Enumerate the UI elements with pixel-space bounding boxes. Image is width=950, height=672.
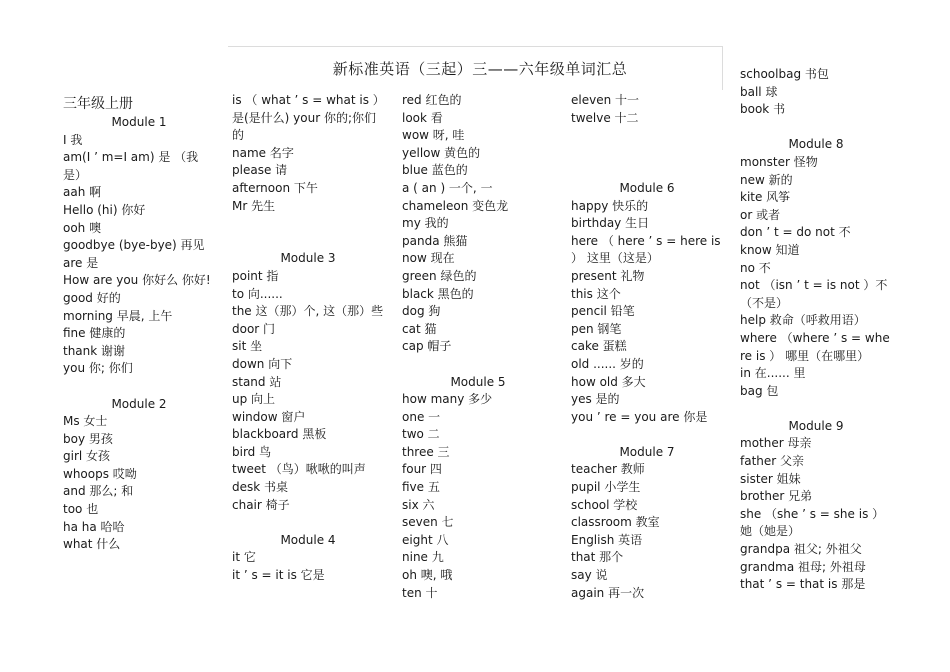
vocab-entry: point 指: [232, 268, 279, 283]
vocab-entry: bag 包: [740, 383, 779, 398]
vocab-entry: pupil 小学生: [571, 480, 641, 495]
vocab-entry: yes 是的: [571, 392, 620, 407]
vocab-entry: kite 风筝: [740, 190, 791, 205]
module-heading: Module 5: [450, 374, 506, 389]
vocab-entry: classroom 教室: [571, 515, 660, 530]
vocab-entry: ball 球: [740, 84, 778, 99]
vocab-entry: cake 蛋糕: [571, 339, 627, 354]
vocab-entry: black 黑色的: [402, 286, 474, 301]
vocab-entry: sit 坐: [232, 339, 263, 354]
vocab-entry: where （where ’ s = where is ） 哪里（在哪里）: [740, 330, 890, 363]
vocab-entry: what 什么: [63, 537, 121, 552]
vocab-entry: eleven 十一: [571, 93, 640, 107]
vocab-entry: Ms 女士: [63, 414, 108, 429]
spacer: [740, 119, 892, 137]
vocab-entry: look 看: [402, 110, 443, 125]
vocab-entry: whoops 哎呦: [63, 466, 137, 481]
spacer: [571, 127, 723, 145]
module-heading: Module 7: [619, 444, 675, 459]
vocab-entry: how old 多大: [571, 374, 646, 389]
vocab-entry: good 好的: [63, 290, 121, 305]
vocab-entry: yellow 黄色的: [402, 145, 481, 160]
vocab-entry: chair 椅子: [232, 497, 290, 512]
vocab-entry: here （ here ’ s = here is ） 这里（这是）: [571, 233, 721, 266]
module-heading: Module 4: [280, 532, 336, 547]
vocab-entry: it 它: [232, 550, 256, 565]
vocab-entry: four 四: [402, 462, 442, 477]
module-heading: Module 9: [788, 418, 844, 433]
vocab-entry: are 是: [63, 255, 99, 270]
vocab-entry: morning 早晨, 上午: [63, 308, 173, 323]
vocab-entry: bird 鸟: [232, 444, 272, 459]
vocab-entry: fine 健康的: [63, 326, 126, 341]
vocab-entry: oh 噢, 哦: [402, 568, 453, 583]
spacer: [571, 426, 723, 444]
vocab-entry: grandma 祖母; 外祖母: [740, 559, 866, 574]
vocab-entry: twelve 十二: [571, 110, 639, 125]
spacer: [740, 400, 892, 418]
vocab-entry: my 我的: [402, 216, 449, 231]
vocab-entry: you ’ re = you are 你是: [571, 409, 708, 424]
vocab-entry: blackboard 黑板: [232, 427, 327, 442]
vocab-entry: cat 猫: [402, 321, 437, 336]
vocab-entry: she （she ’ s = she is ）她（她是）: [740, 506, 885, 539]
vocab-entry: how many 多少: [402, 392, 493, 407]
vocab-entry: it ’ s = it is 它是: [232, 568, 325, 583]
vocab-entry: the 这（那）个, 这（那）些: [232, 304, 384, 319]
vocab-entry: mother 母亲: [740, 436, 812, 451]
vocab-entry: desk 书桌: [232, 480, 289, 495]
vocab-entry: boy 男孩: [63, 431, 113, 446]
vocab-entry: nine 九: [402, 550, 444, 565]
vocab-entry: Hello (hi) 你好: [63, 202, 146, 217]
vocab-entry: that 那个: [571, 550, 624, 565]
vocab-entry: you 你; 你们: [63, 361, 133, 376]
vocab-entry: down 向下: [232, 356, 293, 371]
module-heading: Module 2: [111, 396, 167, 411]
vocab-entry: now 现在: [402, 251, 455, 266]
vocab-entry: red 红色的: [402, 93, 462, 107]
spacer: [571, 145, 723, 163]
vocab-entry: English 英语: [571, 532, 643, 547]
vocab-entry: up 向上: [232, 392, 276, 407]
vocab-entry: old ...... 岁的: [571, 356, 644, 371]
vocab-entry: three 三: [402, 444, 450, 459]
vocab-entry: cap 帽子: [402, 339, 452, 354]
vocab-entry: or 或者: [740, 207, 781, 222]
vocab-entry: Mr 先生: [232, 198, 276, 213]
vocab-entry: birthday 生日: [571, 216, 650, 231]
spacer: [232, 215, 384, 233]
spacer: [402, 356, 554, 374]
vocab-entry: grandpa 祖父; 外祖父: [740, 542, 862, 557]
vocab-entry: ha ha 哈哈: [63, 519, 125, 534]
vocab-entry: book 书: [740, 102, 786, 117]
vocab-entry: blue 蓝色的: [402, 163, 468, 178]
vocab-entry: name 名字: [232, 145, 294, 160]
vocab-entry: panda 熊猫: [402, 233, 468, 248]
vocab-entry: father 父亲: [740, 454, 805, 469]
vocab-entry: seven 七: [402, 515, 454, 530]
vocab-entry: present 礼物: [571, 268, 645, 283]
spacer: [63, 378, 215, 396]
header-rule: [228, 46, 722, 47]
vocab-entry: wow 呀, 哇: [402, 128, 465, 143]
spacer: [232, 233, 384, 251]
vocab-column-2: [232, 92, 384, 585]
vocab-entry: ooh 噢: [63, 220, 102, 235]
vocab-entry: happy 快乐的: [571, 198, 649, 213]
page-title: 新标准英语（三起）三——六年级单词汇总: [332, 60, 628, 78]
vocab-entry: pencil 铅笔: [571, 304, 635, 319]
vocab-entry: sister 姐妹: [740, 471, 801, 486]
vocab-column-4: [571, 92, 723, 602]
spacer: [571, 162, 723, 180]
module-heading: Module 8: [788, 137, 844, 152]
vocab-entry: is （ what ’ s = what is ）是(是什么) your 你的;你们的: [232, 93, 379, 143]
vocab-entry: I 我: [63, 132, 83, 147]
vocab-entry: help 救命（呼救用语）: [740, 313, 866, 328]
header-rule-vertical: [722, 46, 723, 90]
vocab-entry: brother 兄弟: [740, 489, 813, 504]
vocab-entry: two 二: [402, 427, 440, 442]
vocab-entry: know 知道: [740, 242, 800, 257]
vocab-column-5: [740, 66, 892, 594]
vocab-entry: say 说: [571, 568, 608, 583]
vocab-entry: a ( an ) 一个, 一: [402, 180, 493, 195]
vocab-entry: window 窗户: [232, 409, 306, 424]
grade-heading: 三年级上册: [63, 96, 133, 112]
vocab-entry: chameleon 变色龙: [402, 198, 509, 213]
vocab-entry: school 学校: [571, 497, 638, 512]
vocab-entry: pen 钢笔: [571, 321, 622, 336]
module-heading: Module 6: [619, 180, 675, 195]
vocab-entry: eight 八: [402, 532, 449, 547]
vocab-entry: goodbye (bye-bye) 再见: [63, 238, 205, 253]
vocab-entry: to 向......: [232, 286, 283, 301]
vocab-entry: six 六: [402, 497, 435, 512]
vocab-entry: this 这个: [571, 286, 621, 301]
vocab-entry: aah 啊: [63, 185, 102, 200]
spacer: [232, 514, 384, 532]
vocab-entry: don ’ t = do not 不: [740, 225, 851, 240]
module-heading: Module 1: [111, 115, 167, 129]
vocab-entry: one 一: [402, 409, 441, 424]
vocab-entry: am(I ’ m=I am) 是 （我是）: [63, 150, 199, 182]
vocab-entry: afternoon 下午: [232, 180, 318, 195]
vocab-entry: in 在...... 里: [740, 366, 806, 381]
vocab-entry: five 五: [402, 480, 440, 495]
vocab-entry: tweet （鸟）啾啾的叫声: [232, 462, 366, 477]
vocab-entry: girl 女孩: [63, 449, 111, 464]
vocab-entry: new 新的: [740, 172, 793, 187]
vocab-entry: stand 站: [232, 374, 282, 389]
vocab-entry: again 再一次: [571, 585, 645, 600]
vocab-entry: that ’ s = that is 那是: [740, 577, 866, 592]
vocab-entry: thank 谢谢: [63, 343, 126, 358]
vocab-entry: schoolbag 书包: [740, 67, 829, 81]
vocab-column-3: [402, 92, 554, 602]
vocab-entry: monster 怪物: [740, 154, 818, 169]
vocab-entry: ten 十: [402, 585, 438, 600]
vocab-entry: no 不: [740, 260, 771, 275]
vocab-column-1: [63, 114, 215, 554]
vocab-entry: green 绿色的: [402, 268, 477, 283]
vocab-entry: please 请: [232, 163, 288, 178]
vocab-entry: dog 狗: [402, 304, 441, 319]
vocab-entry: not （isn ’ t = is not ）不（不是）: [740, 278, 888, 310]
vocab-entry: door 门: [232, 321, 276, 336]
vocab-entry: and 那么; 和: [63, 484, 134, 499]
vocab-entry: too 也: [63, 502, 99, 517]
vocab-entry: teacher 教师: [571, 462, 645, 477]
vocab-entry: How are you 你好么 你好!: [63, 273, 211, 288]
module-heading: Module 3: [280, 251, 336, 266]
